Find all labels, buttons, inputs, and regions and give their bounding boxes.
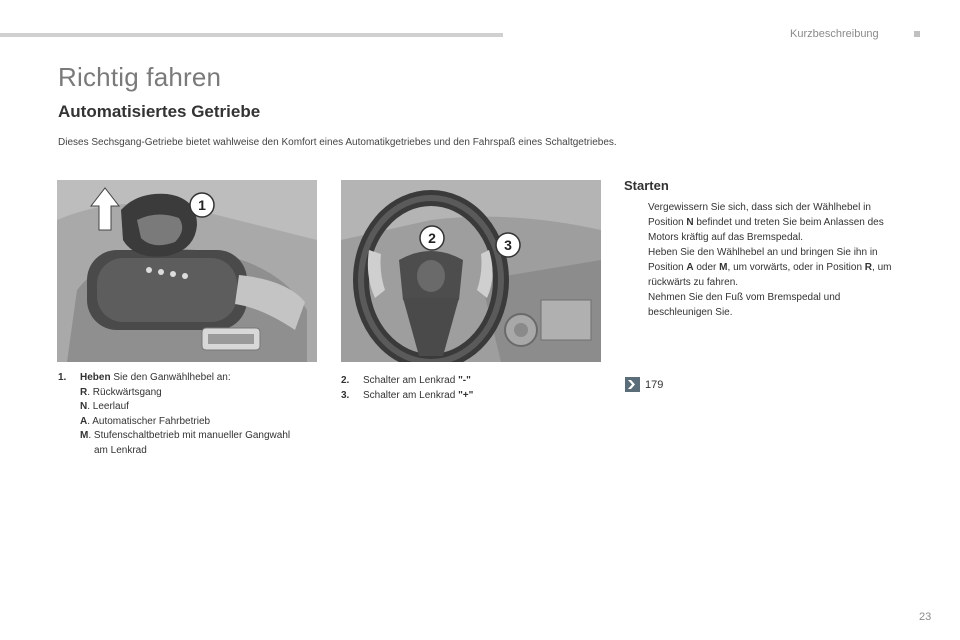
starten-title: Starten — [624, 178, 669, 193]
legend-item-num: 3. — [341, 389, 350, 401]
gear-selector-illustration — [57, 180, 317, 362]
legend-item-key: "+" — [458, 389, 474, 401]
legend-item-3 — [341, 389, 561, 404]
section-title: Automatisiertes Getriebe — [58, 102, 261, 121]
header-square-icon — [914, 31, 920, 37]
legend-item-1 — [58, 371, 328, 386]
legend-item-key: "-" — [458, 375, 471, 386]
starten-steps — [624, 200, 899, 320]
callout-1-icon — [189, 192, 215, 218]
legend-item-1-verb: Heben — [80, 372, 111, 383]
step-key: A — [686, 262, 694, 273]
position-text: . Leerlauf — [87, 401, 129, 412]
gear-selector-figure — [57, 180, 317, 362]
position-key: A — [80, 415, 88, 427]
page-reference-link[interactable] — [625, 377, 663, 392]
position-text: . Rückwärtsgang — [87, 386, 162, 398]
step-key: M — [719, 262, 728, 273]
steering-wheel-illustration — [341, 180, 601, 362]
legend-item-text: Schalter am Lenkrad — [363, 389, 459, 401]
page-reference-number: 179 — [645, 378, 664, 391]
position-key: R — [80, 386, 88, 398]
step-text: Nehmen Sie den Fuß vom Bremspedal und beschleunigen Sie. — [648, 292, 841, 318]
starten-step-1 — [624, 200, 899, 245]
step-key: R — [864, 262, 873, 273]
callout-1-label: 1 — [198, 197, 206, 213]
step-text: , um rückwärts zu fahren. — [648, 262, 892, 288]
header-rule — [0, 33, 503, 37]
intro-paragraph: Dieses Sechsgang-Getriebe bietet wahlweise den Komfort eines Automatikgetriebes und den Fahrspaß eines Schaltgetriebes. — [58, 137, 617, 148]
legend-position-r — [58, 386, 328, 401]
starten-step-3 — [624, 290, 899, 320]
running-head: Kurzbeschreibung — [790, 28, 879, 40]
legend-continuation: am Lenkrad — [94, 444, 147, 456]
callout-2-icon — [419, 225, 445, 251]
page-title: Richtig fahren — [58, 62, 222, 92]
step-text: Heben Sie den Wählhebel an und bringen Sie ihn in Position — [648, 247, 878, 273]
legend-item-2 — [341, 374, 561, 389]
callout-3-label: 3 — [504, 237, 512, 253]
page-number: 23 — [919, 611, 932, 623]
step-text: , um vorwärts, oder in Position — [727, 262, 865, 273]
legend-position-a — [58, 415, 328, 430]
position-text: . Stufenschaltbetrieb mit manueller Gangwahl — [88, 430, 291, 441]
position-key: M — [80, 430, 89, 441]
switch-legend — [341, 374, 561, 403]
legend-item-num: 2. — [341, 375, 350, 386]
legend-item-1-text: Sie den Ganwählhebel an: — [110, 372, 231, 383]
starten-step-2 — [624, 245, 899, 290]
step-text: befindet und treten Sie beim Anlassen des Motors kräftig auf das Bremspedal. — [648, 217, 884, 243]
legend-position-m — [58, 429, 328, 444]
page-reference-icon — [625, 377, 640, 392]
callout-2-label: 2 — [428, 230, 436, 246]
position-text: . Automatischer Fahrbetrieb — [87, 415, 211, 427]
steering-wheel-figure — [341, 180, 601, 362]
step-text: oder — [693, 262, 720, 273]
position-key: N — [80, 401, 88, 412]
legend-item-1-num: 1. — [58, 372, 67, 383]
legend-position-n — [58, 400, 328, 415]
step-text: Vergewissern Sie sich, dass sich der Wählhebel in Position — [648, 202, 871, 228]
gear-legend — [58, 371, 328, 458]
legend-item-text: Schalter am Lenkrad — [363, 375, 459, 386]
step-key: N — [686, 217, 694, 228]
callout-3-icon — [495, 232, 521, 258]
